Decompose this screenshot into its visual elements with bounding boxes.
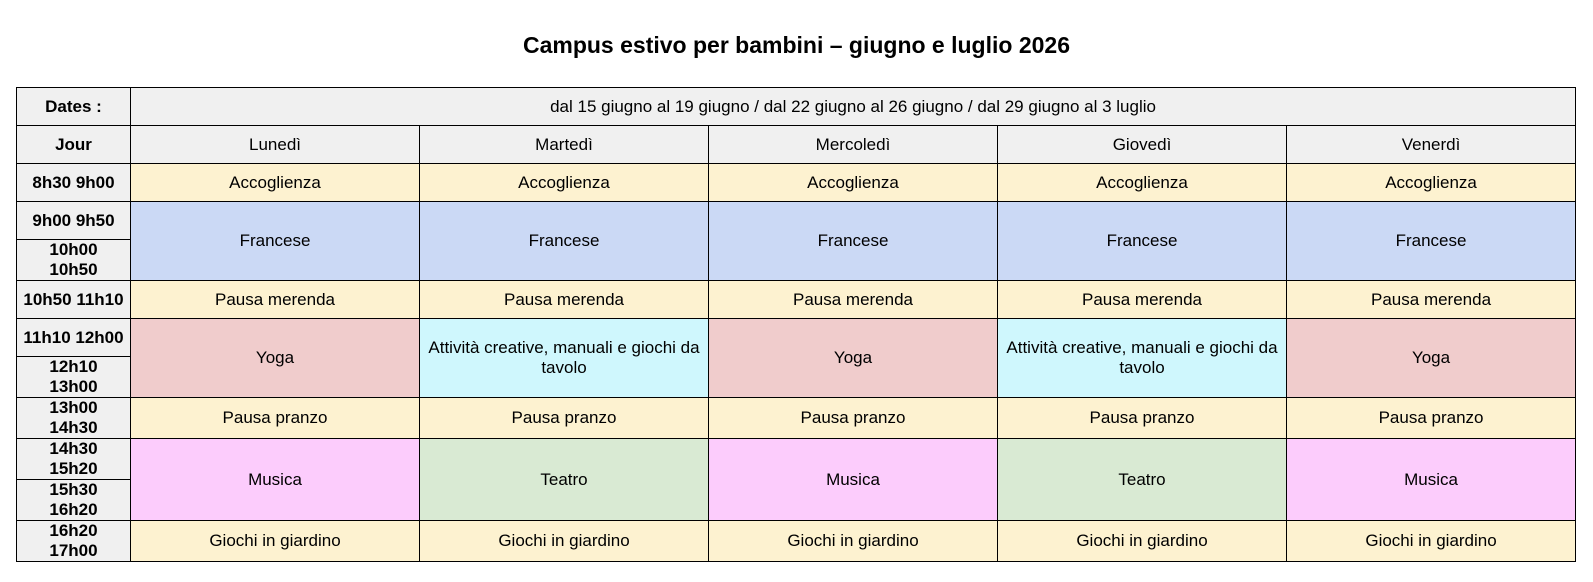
activity-cell: Pausa merenda (998, 281, 1287, 319)
activity-cell: Accoglienza (998, 164, 1287, 202)
page-title: Campus estivo per bambini – giugno e luglio 2026 (522, 32, 1070, 58)
days-row (17, 126, 1576, 164)
activity-cell: Teatro (420, 439, 709, 521)
time-slot: 11h10 12h00 (17, 319, 131, 357)
day-thursday: Giovedì (998, 126, 1287, 164)
table-row (17, 281, 1576, 319)
activity-cell: Giochi in giardino (709, 521, 998, 562)
activity-cell: Francese (131, 202, 420, 281)
day-tuesday: Martedì (420, 126, 709, 164)
time-slot: 8h30 9h00 (17, 164, 131, 202)
activity-cell: Giochi in giardino (420, 521, 709, 562)
time-slot: 10h50 11h10 (17, 281, 131, 319)
activity-cell: Francese (998, 202, 1287, 281)
activity-cell: Giochi in giardino (998, 521, 1287, 562)
table-row (17, 202, 1576, 240)
activity-cell: Pausa merenda (1287, 281, 1576, 319)
activity-cell: Yoga (1287, 319, 1576, 398)
activity-cell: Pausa merenda (420, 281, 709, 319)
activity-cell: Pausa pranzo (998, 398, 1287, 439)
table-row (17, 319, 1576, 357)
activity-cell: Francese (1287, 202, 1576, 281)
activity-cell: Pausa pranzo (420, 398, 709, 439)
activity-cell: Teatro (998, 439, 1287, 521)
time-slot: 12h10 13h00 (17, 357, 131, 398)
activity-cell: Accoglienza (709, 164, 998, 202)
activity-cell: Giochi in giardino (131, 521, 420, 562)
time-slot: 9h00 9h50 (17, 202, 131, 240)
day-friday: Venerdì (1287, 126, 1576, 164)
activity-cell: Pausa pranzo (1287, 398, 1576, 439)
activity-cell: Francese (420, 202, 709, 281)
activity-cell: Accoglienza (1287, 164, 1576, 202)
activity-cell: Musica (131, 439, 420, 521)
activity-cell: Attività creative, manuali e giochi da tavolo (420, 319, 709, 398)
activity-cell: Francese (709, 202, 998, 281)
table-row (17, 521, 1576, 562)
dates-row (17, 88, 1576, 126)
schedule-table (16, 87, 1576, 562)
activity-cell: Yoga (131, 319, 420, 398)
dates-value: dal 15 giugno al 19 giugno / dal 22 giugno al 26 giugno / dal 29 giugno al 3 luglio (131, 88, 1576, 126)
dates-label: Dates : (17, 88, 131, 126)
day-monday: Lunedì (131, 126, 420, 164)
activity-cell: Accoglienza (131, 164, 420, 202)
activity-cell: Giochi in giardino (1287, 521, 1576, 562)
activity-cell: Musica (709, 439, 998, 521)
table-row (17, 398, 1576, 439)
activity-cell: Yoga (709, 319, 998, 398)
activity-cell: Musica (1287, 439, 1576, 521)
day-label: Jour (17, 126, 131, 164)
table-row (17, 164, 1576, 202)
day-wednesday: Mercoledì (709, 126, 998, 164)
activity-cell: Pausa merenda (709, 281, 998, 319)
activity-cell: Pausa merenda (131, 281, 420, 319)
time-slot: 13h00 14h30 (17, 398, 131, 439)
table-row (17, 439, 1576, 480)
activity-cell: Accoglienza (420, 164, 709, 202)
time-slot: 10h00 10h50 (17, 240, 131, 281)
time-slot: 16h20 17h00 (17, 521, 131, 562)
time-slot: 14h30 15h20 (17, 439, 131, 480)
activity-cell: Pausa pranzo (709, 398, 998, 439)
activity-cell: Pausa pranzo (131, 398, 420, 439)
time-slot: 15h30 16h20 (17, 480, 131, 521)
activity-cell: Attività creative, manuali e giochi da tavolo (998, 319, 1287, 398)
